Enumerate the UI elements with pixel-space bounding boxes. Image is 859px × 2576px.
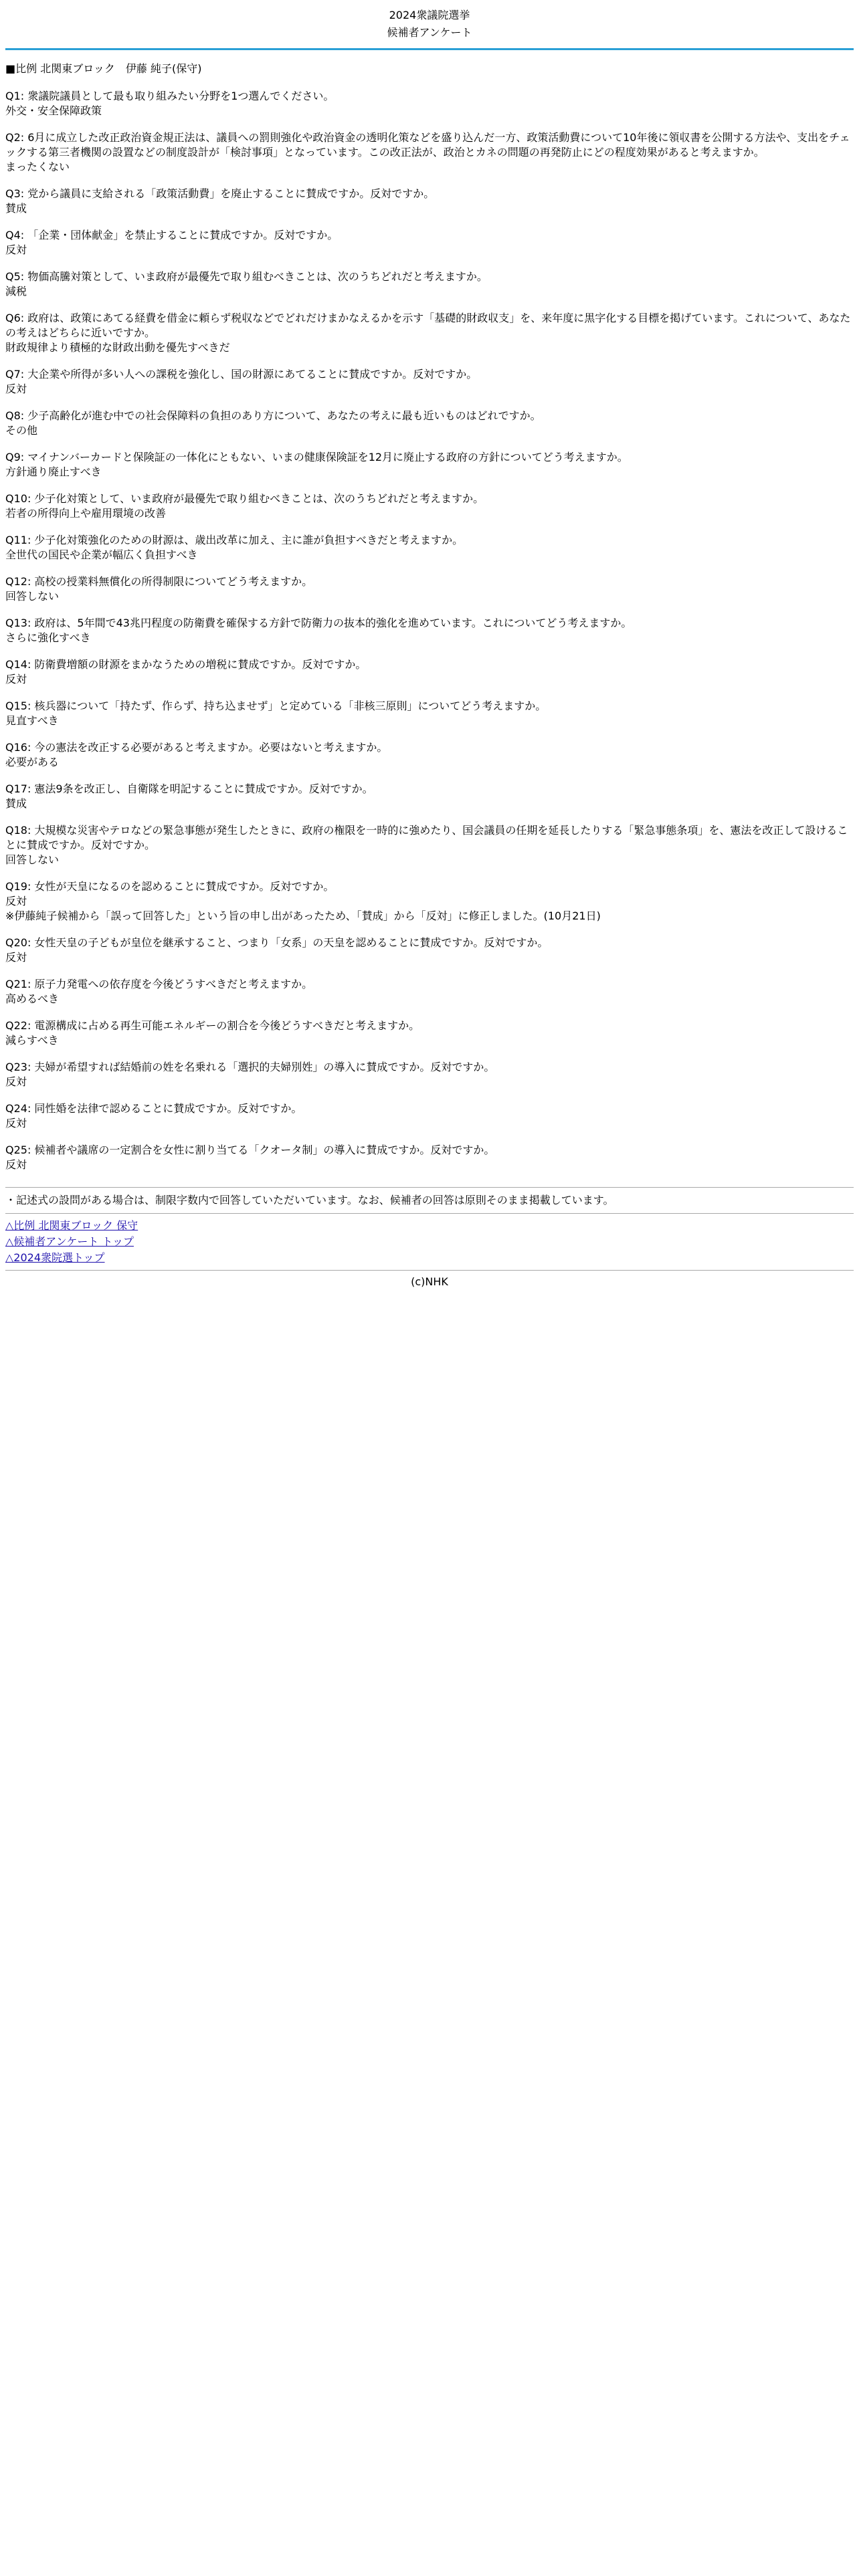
question-text: Q14: 防衛費増額の財源をまかなうための増税に賛成ですか。反対ですか。 [5,658,367,671]
question-text: Q2: 6月に成立した改正政治資金規正法は、議員への罰則強化や政治資金の透明化策などを盛り込んだ一方、政策活動費について10年後に領収書を公開する方法や、支出をチェックする第三者機関の設置などの制度設計が「検討事項」となっています。この改正法が、政治とカネの問題の再発防止にどの程度効果があると考えますか。 [5,131,850,158]
answer-text: まったくない [5,160,70,173]
link-survey-top[interactable]: △候補者アンケート トップ [5,1235,134,1248]
question-text: Q16: 今の憲法を改正する必要があると考えますか。必要はないと考えますか。 [5,741,388,754]
question-text: Q6: 政府は、政策にあてる経費を借金に頼らず税収などでどれだけまかなえるかを示す「基礎的財政収支」を、来年度に黒字化する目標を掲げています。これについて、あなたの考えはどちらに近いですか。 [5,312,851,339]
qa-item [5,977,854,1006]
question-text: Q10: 少子化対策として、いま政府が最優先で取り組むべきことは、次のうちどれだと考えますか。 [5,492,484,505]
qa-list [5,89,854,1172]
question-text: Q20: 女性天皇の子どもが皇位を継承すること、つまり「女系」の天皇を認めることに賛成ですか。反対ですか。 [5,936,549,949]
qa-item [5,1101,854,1131]
footnote: ・記述式の設問がある場合は、制限字数内で回答していただいています。なお、候補者の回答は原則そのまま掲載しています。 [5,1194,614,1206]
qa-item [5,492,854,521]
nav-links [0,1214,859,1270]
qa-item [5,936,854,965]
qa-item [5,823,854,867]
answer-text: 高めるべき [5,992,60,1005]
answer-text: 賛成 [5,797,27,810]
question-text: Q13: 政府は、5年間で43兆円程度の防衛費を確保する方針で防衛力の抜本的強化を進めています。これについてどう考えますか。 [5,617,632,629]
answer-text: 減税 [5,285,27,298]
question-text: Q12: 高校の授業料無償化の所得制限についてどう考えますか。 [5,575,313,588]
answer-text: さらに強化すべき [5,631,91,644]
question-text: Q22: 電源構成に占める再生可能エネルギーの割合を今後どうすべきだと考えますか。 [5,1019,420,1032]
page-title: 2024衆議院選挙 [389,9,470,21]
question-text: Q9: マイナンバーカードと保険証の一体化にともない、いまの健康保険証を12月に廃止する政府の方針についてどう考えますか。 [5,451,628,463]
qa-item [5,367,854,397]
question-text: Q7: 大企業や所得が多い人への課税を強化し、国の財源にあてることに賛成ですか。反対ですか。 [5,368,478,381]
answer-text: 反対 [5,1117,27,1130]
question-text: Q24: 同性婚を法律で認めることに賛成ですか。反対ですか。 [5,1102,302,1115]
answer-text: 外交・安全保障政策 [5,104,102,117]
answer-text: 反対 [5,1075,27,1088]
qa-item [5,657,854,687]
question-text: Q8: 少子高齢化が進む中での社会保障料の負担のあり方について、あなたの考えに最も近いものはどれですか。 [5,409,541,422]
question-text: Q23: 夫婦が希望すれば結婚前の姓を名乗れる「選択的夫婦別姓」の導入に賛成ですか。反対ですか。 [5,1061,495,1073]
answer-text: 若者の所得向上や雇用環境の改善 [5,507,167,520]
answer-text: 反対 [5,895,27,907]
qa-item [5,270,854,299]
qa-item [5,1018,854,1048]
answer-text: 全世代の国民や企業が幅広く負担すべき [5,548,198,561]
question-text: Q1: 衆議院議員として最も取り組みたい分野を1つ選んでください。 [5,90,335,102]
qa-item [5,228,854,257]
answer-text: 反対 [5,383,27,395]
answer-text: 反対 [5,1158,27,1171]
qa-item [5,450,854,479]
candidate-heading: ■比例 北関東ブロック 伊藤 純子(保守) [5,62,202,75]
answer-text: 回答しない [5,590,60,603]
question-text: Q25: 候補者や議席の一定割合を女性に割り当てる「クオータ制」の導入に賛成ですか。反対ですか。 [5,1144,495,1156]
answer-text: 見直すべき [5,714,59,727]
question-text: Q15: 核兵器について「持たず、作らず、持ち込ませず」と定めている「非核三原則」についてどう考えますか。 [5,700,547,712]
header-divider [5,48,854,50]
answer-text: 回答しない [5,853,60,866]
qa-item [5,1143,854,1172]
question-text: Q18: 大規模な災害やテロなどの緊急事態が発生したときに、政府の権限を一時的に強めたり、国会議員の任期を延長したりする「緊急事態条項」を、憲法を改正して設けることに賛成ですか。反対ですか。 [5,824,848,851]
qa-item [5,574,854,604]
answer-note: ※伊藤純子候補から「誤って回答した」という旨の申し出があったため、「賛成」から「反対」に修正しました。(10月21日) [5,909,601,922]
answer-text: 減らすべき [5,1034,59,1047]
qa-item [5,879,854,924]
survey-content [0,61,859,1172]
qa-item [5,616,854,645]
qa-item [5,187,854,216]
qa-item [5,311,854,355]
copyright: (c)NHK [411,1275,448,1288]
qa-item [5,89,854,118]
question-text: Q17: 憲法9条を改正し、自衛隊を明記することに賛成ですか。反対ですか。 [5,782,373,795]
question-text: Q21: 原子力発電への依存度を今後どうすべきだと考えますか。 [5,978,313,990]
answer-text: 反対 [5,673,27,685]
page-subtitle: 候補者アンケート [387,26,472,39]
answer-text: 反対 [5,951,27,964]
link-election-top[interactable]: △2024衆院選トップ [5,1251,105,1264]
link-block-party[interactable]: △比例 北関東ブロック 保守 [5,1219,138,1232]
question-text: Q4: 「企業・団体献金」を禁止することに賛成ですか。反対ですか。 [5,229,339,241]
qa-item [5,699,854,728]
question-text: Q19: 女性が天皇になるのを認めることに賛成ですか。反対ですか。 [5,880,335,893]
qa-item [5,409,854,438]
qa-item [5,740,854,770]
question-text: Q5: 物価高騰対策として、いま政府が最優先で取り組むべきことは、次のうちどれだと考えますか。 [5,270,488,283]
question-text: Q3: 党から議員に支給される「政策活動費」を廃止することに賛成ですか。反対ですか。 [5,187,435,200]
question-text: Q11: 少子化対策強化のための財源は、歳出改革に加え、主に誰が負担すべきだと考えますか。 [5,534,464,546]
answer-text: 財政規律より積極的な財政出動を優先すべきだ [5,341,230,354]
page-header [0,0,859,41]
qa-item [5,533,854,562]
answer-text: 方針通り廃止すべき [5,465,102,478]
answer-text: 必要がある [5,756,60,768]
qa-item [5,1060,854,1089]
answer-text: 賛成 [5,202,27,215]
answer-text: その他 [5,424,38,437]
qa-item [5,130,854,175]
answer-text: 反対 [5,243,27,256]
qa-item [5,782,854,811]
